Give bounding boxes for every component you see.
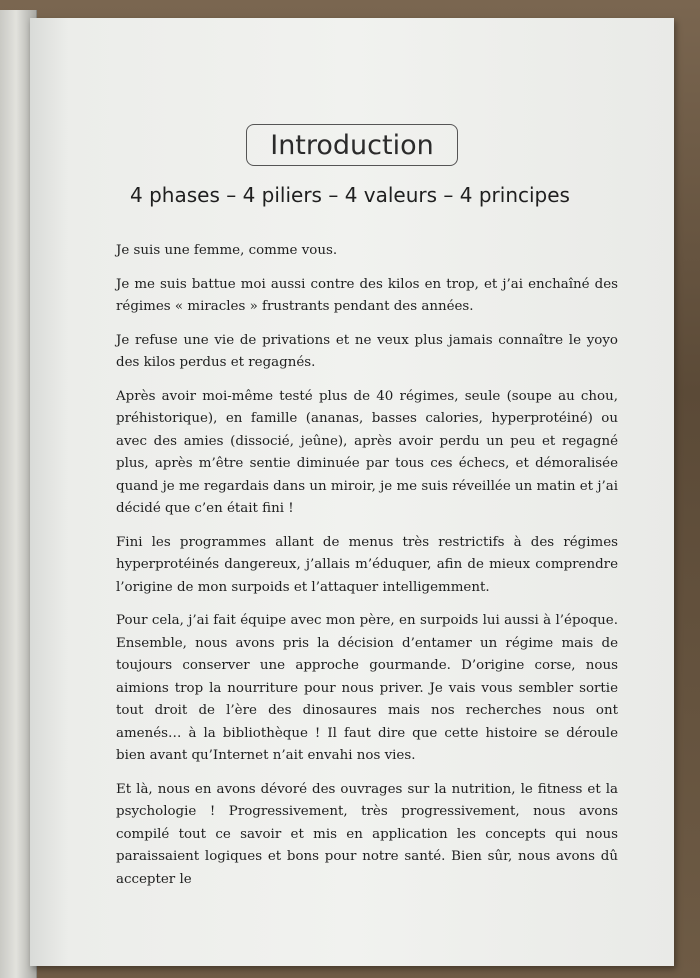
paragraph-4: Après avoir moi-même testé plus de 40 régimes, seule (soupe au chou, préhistorique), en famille (ananas, basses calories, hyperprotéiné) ou avec des amies (dissocié, jeûne), après avoir perdu un peu et regagné plus, après m’être sentie diminuée par tous ces échecs, et démoralisée quand je me regardais dans un miroir, je me suis réveillée un matin et j’ai décidé que c’en était fini !: [116, 388, 618, 516]
chapter-heading: Introduction: [246, 124, 458, 166]
paragraph-6: Pour cela, j’ai fait équipe avec mon père, en surpoids lui aussi à l’époque. Ensemble, nous avons pris la décision d’entamer un régime mais de toujours conserver une approche gourmande. D’origine corse, nous aimions trop la nourriture pour nous priver. Je vais vous sembler sortie tout droit de l’ère des dinosaures mais nos recherches nous ont amenés… à la bibliothèque ! Il faut dire que cette histoire se déroule bien avant qu’Internet n’ait envahi nos vies.: [116, 613, 618, 763]
body-text: [116, 240, 618, 902]
paragraph-1: Je suis une femme, comme vous.: [116, 243, 338, 258]
paragraph-7: Et là, nous en avons dévoré des ouvrages sur la nutrition, le fitness et la psychologie ! Progressivement, très progressivement, nous avons compilé tout ce savoir et mis en application les concepts qui nous paraissaient logiques et bons pour notre santé. Bien sûr, nous avons dû accepter le: [116, 781, 618, 887]
chapter-subtitle: 4 phases – 4 piliers – 4 valeurs – 4 principes: [130, 183, 570, 207]
paragraph-2: Je me suis battue moi aussi contre des kilos en trop, et j’ai enchaîné des régimes « miracles » frustrants pendant des années.: [116, 276, 618, 314]
paragraph-3: Je refuse une vie de privations et ne veux plus jamais connaître le yoyo des kilos perdus et regagnés.: [116, 332, 618, 370]
paragraph-5: Fini les programmes allant de menus très restrictifs à des régimes hyperprotéinés dangereux, j’allais m’éduquer, afin de mieux comprendre l’origine de mon surpoids et l’attaquer intelligemment.: [116, 534, 618, 595]
